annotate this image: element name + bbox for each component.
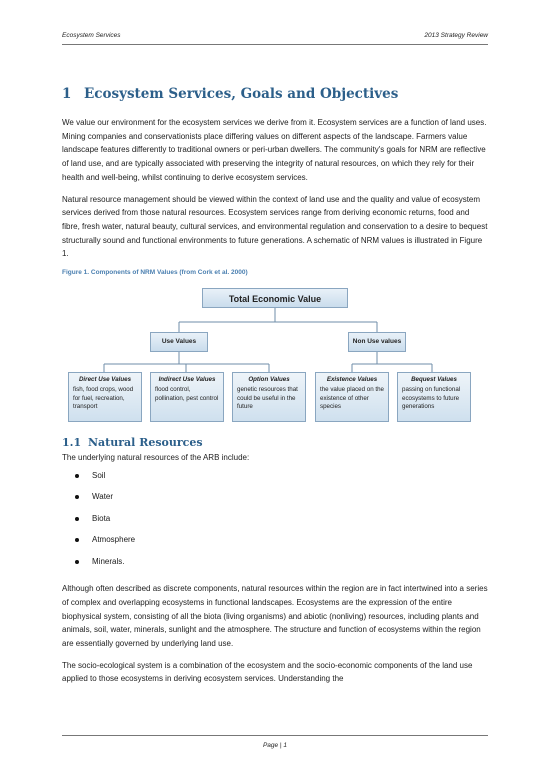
use-values-label: Use Values (161, 338, 197, 346)
list-item (62, 533, 488, 555)
section-title: Ecosystem Services, Goals and Objectives (84, 86, 399, 102)
bullet-icon (75, 495, 79, 499)
list-item (62, 490, 488, 512)
list-item-label: Water (92, 492, 114, 502)
list-item (62, 555, 488, 577)
leaf-direct-use (68, 372, 142, 422)
leaf-indirect-use (150, 372, 224, 422)
nrm-values-diagram (62, 286, 488, 426)
list-item-label: Minerals. (92, 556, 125, 566)
non-use-values-label: Non Use values (352, 338, 402, 346)
section-heading (62, 86, 488, 102)
page-number: Page | 1 (262, 742, 288, 749)
bullet-icon (75, 517, 79, 521)
subsection-number: 1.1 (62, 436, 82, 450)
subsection-heading (62, 436, 488, 449)
page-header (62, 30, 488, 45)
list-item (62, 512, 488, 534)
document-body (62, 86, 488, 694)
paragraph-1: We value our environment for the ecosystem services we derive from it. Ecosystem services are a function of land uses. Mining companies and conservationists place differing values on different aspects of the landscape. Farmers value landscape features differently to traditional owners or peri-urban dwellers. The community's goals for NRM are reflective of land use, and are typically associated with preserving the integrity of natural resources, on which they rely for their health and well-being, whilst continuing to derive ecosystem services. (62, 118, 487, 182)
list-item-label: Soil (92, 470, 106, 480)
leaf-desc: fish, food crops, wood for fuel, recreation, transport (73, 386, 134, 411)
paragraph-3: Although often described as discrete components, natural resources within the region are in fact intertwined into a series of complex and overlapping ecosystems in functional landscapes. Ecosystems are the expression of the entire biophysical system, consisting of all the biota (living organisms) and abiotic (nonliving) resources, including plants and animals, soil, water, minerals, sunlight and the atmosphere. The structure and function of ecosystems within the region are essentially governed by underlying land use. (62, 584, 488, 649)
leaf-title: Bequest Values (411, 376, 457, 384)
total-economic-value-label: Total Economic Value (228, 294, 322, 305)
header-right: 2013 Strategy Review (424, 32, 488, 39)
list-item (62, 469, 488, 491)
leaf-title: Direct Use Values (78, 376, 132, 384)
paragraph-4: The socio-ecological system is a combination of the ecosystem and the socio-economic components of the land use applied to those ecosystems in deriving ecosystem services. Understanding the (62, 660, 473, 684)
paragraph-2: Natural resource management should be viewed within the context of land use and the quality and value of ecosystem services derived from those natural resources. Ecosystem services range from deriving economic returns, food and fibre, fresh water, natural beauty, cultural services, and environmental regulation and conservation to a desire to bequest structurally sound and functional environments to future generations. A schematic of NRM values is illustrated in Figure 1. (62, 194, 488, 259)
leaf-desc: flood control, pollination, pest control (155, 386, 219, 402)
bullet-icon (75, 474, 79, 478)
list-item-label: Atmosphere (92, 535, 136, 545)
non-use-values-box (348, 332, 406, 352)
leaf-title: Existence Values (326, 376, 378, 384)
leaf-desc: passing on functional ecosystems to future generations (402, 386, 461, 411)
leaf-title: Indirect Use Values (158, 376, 216, 384)
leaf-option (232, 372, 306, 422)
resources-list (62, 469, 488, 577)
leaf-desc: genetic resources that could be useful in the future (237, 386, 298, 411)
bullet-icon (75, 560, 79, 564)
page-footer (62, 735, 488, 750)
leaf-desc: the value placed on the existence of other species (320, 386, 384, 411)
figure-caption: Figure 1. Components of NRM Values (from Cork et al. 2000) (62, 269, 248, 277)
resources-intro: The underlying natural resources of the ARB include: (62, 453, 250, 463)
section-number: 1 (62, 86, 72, 102)
leaf-existence (315, 372, 389, 422)
bullet-icon (75, 538, 79, 542)
header-left: Ecosystem Services (62, 32, 121, 39)
use-values-box (150, 332, 208, 352)
leaf-bequest (397, 372, 471, 422)
leaf-title: Option Values (248, 376, 290, 384)
subsection-title: Natural Resources (88, 436, 203, 450)
list-item-label: Biota (92, 513, 111, 523)
total-economic-value-box (202, 288, 348, 308)
